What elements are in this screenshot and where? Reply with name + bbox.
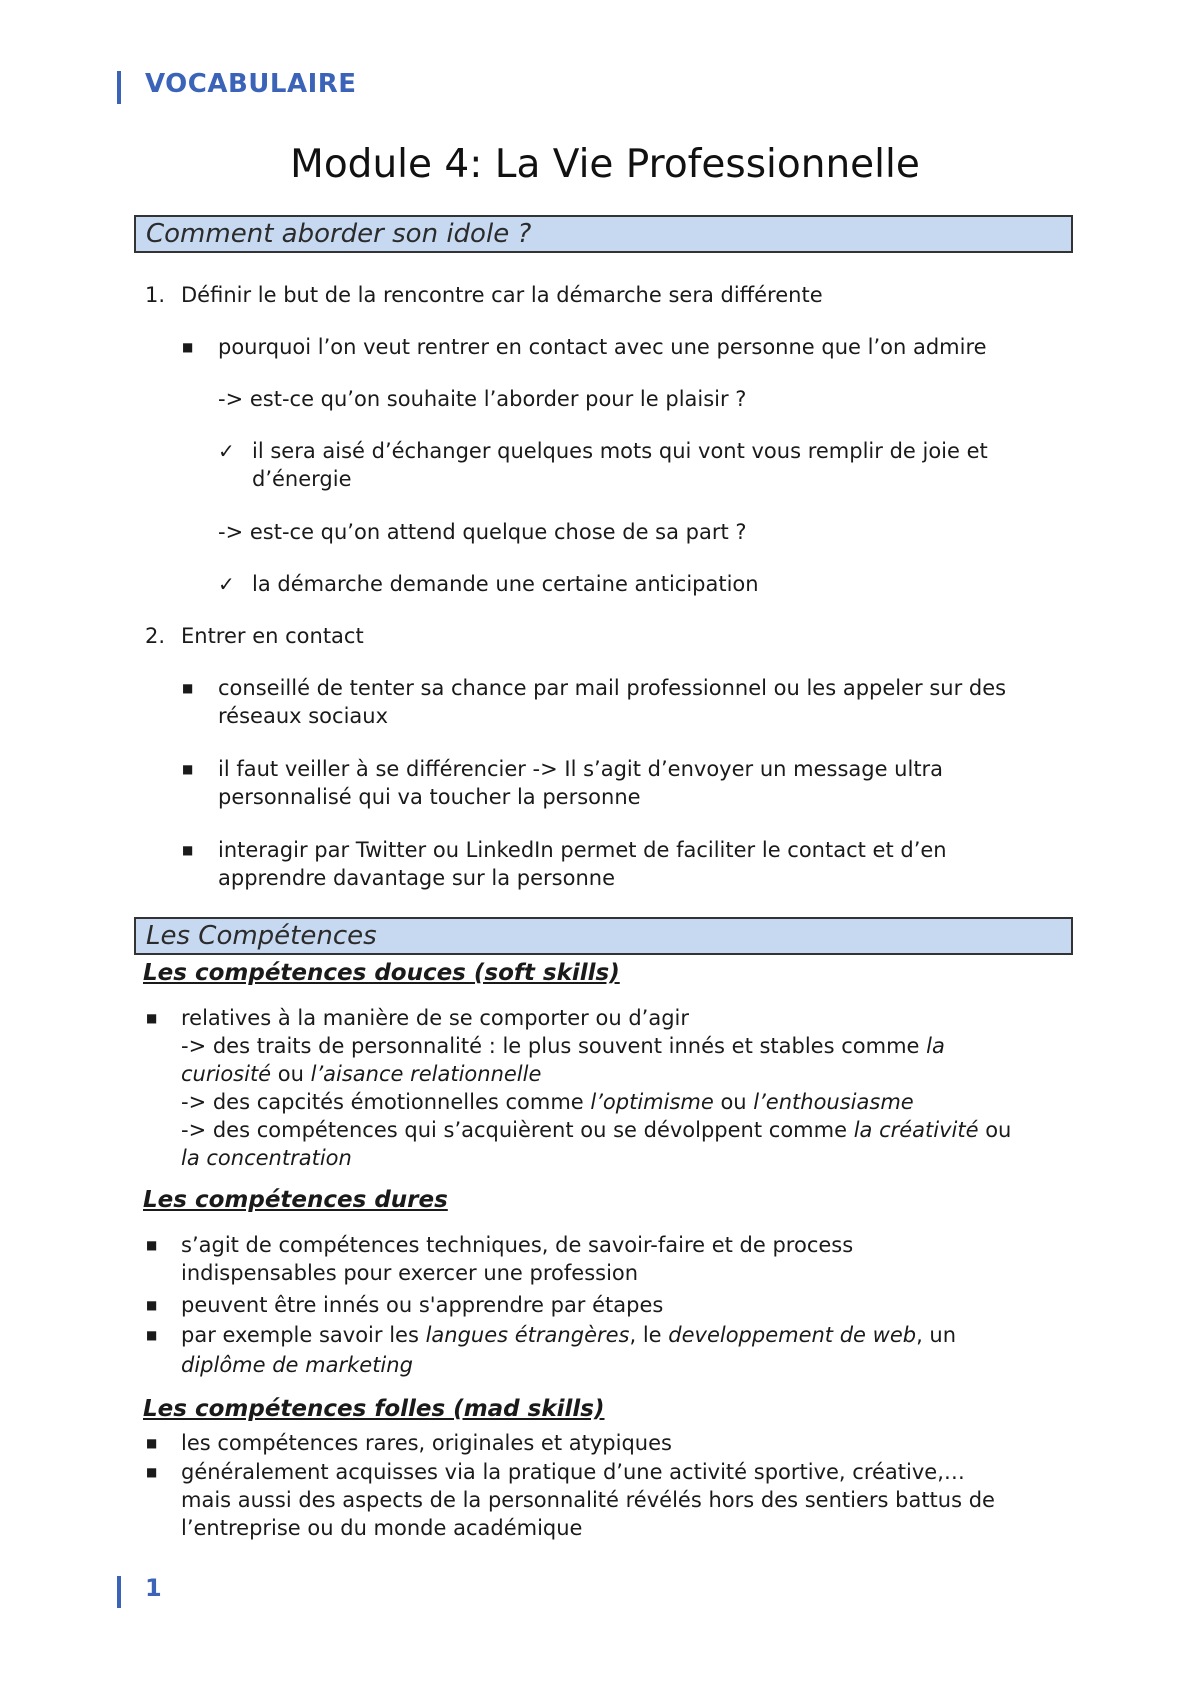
- bullet-text: [181, 1351, 413, 1379]
- italic-term: l’aisance relationnelle: [310, 1062, 542, 1086]
- bullet-text: les compétences rares, originales et atypiques: [181, 1431, 672, 1455]
- square-bullet-icon: ■: [146, 1465, 158, 1479]
- bullet-text: peuvent être innés ou s'apprendre par étapes: [181, 1293, 664, 1317]
- section-heading-text: Les Compétences: [146, 921, 377, 951]
- bullet-text: généralement acquisses via la pratique d’une activité sportive, créative,…: [181, 1460, 965, 1484]
- italic-term: developpement de web: [668, 1323, 917, 1347]
- bullet-text: l’entreprise ou du monde académique: [181, 1516, 583, 1540]
- answer-text: la démarche demande une certaine anticipation: [252, 572, 759, 596]
- subheading-hard-skills: Les compétences dures: [143, 1187, 448, 1213]
- header-accent-bar: [117, 71, 121, 104]
- page-title: Module 4: La Vie Professionnelle: [290, 142, 920, 187]
- text-span: , le: [629, 1323, 669, 1347]
- bullet-text: relatives à la manière de se comporter ou d’agir: [181, 1006, 689, 1030]
- answer-text: d’énergie: [252, 467, 352, 491]
- bullet-text: [181, 1321, 956, 1349]
- square-bullet-icon: ■: [182, 340, 194, 354]
- italic-term: diplôme de marketing: [181, 1353, 413, 1377]
- italic-term: curiosité: [181, 1062, 272, 1086]
- text-span: ou: [978, 1118, 1012, 1142]
- question-text: -> est-ce qu’on attend quelque chose de sa part ?: [218, 520, 747, 544]
- italic-term: la: [926, 1034, 945, 1058]
- text-span: -> des compétences qui s’acquièrent ou se dévolppent comme: [181, 1118, 854, 1142]
- square-bullet-icon: ■: [146, 1436, 158, 1450]
- bullet-text: réseaux sociaux: [218, 704, 389, 728]
- subheading-soft-skills: Les compétences douces (soft skills): [143, 960, 620, 986]
- text-span: ou: [271, 1062, 311, 1086]
- text-span: par exemple savoir les: [181, 1323, 426, 1347]
- bullet-text: [181, 1032, 945, 1060]
- page-number: 1: [145, 1574, 162, 1602]
- bullet-text: [181, 1116, 1011, 1144]
- italic-term: la concentration: [181, 1146, 352, 1170]
- italic-term: la créativité: [853, 1118, 979, 1142]
- bullet-text: interagir par Twitter ou LinkedIn permet de faciliter le contact et d’en: [218, 838, 947, 862]
- section-heading-competences: [134, 917, 1073, 955]
- question-text: -> est-ce qu’on souhaite l’aborder pour le plaisir ?: [218, 387, 747, 411]
- bullet-text: il faut veiller à se différencier -> Il s’agit d’envoyer un message ultra: [218, 757, 944, 781]
- header-label: VOCABULAIRE: [145, 69, 357, 99]
- bullet-text: [181, 1088, 914, 1116]
- list-number: 2.: [145, 624, 166, 648]
- answer-text: il sera aisé d’échanger quelques mots qui vont vous remplir de joie et: [252, 439, 988, 463]
- footer-accent-bar: [117, 1576, 121, 1608]
- bullet-text: [181, 1060, 541, 1088]
- checkmark-icon: ✓: [218, 572, 235, 596]
- bullet-text: conseillé de tenter sa chance par mail professionnel ou les appeler sur des: [218, 676, 1007, 700]
- text-span: -> des traits de personnalité : le plus souvent innés et stables comme: [181, 1034, 927, 1058]
- square-bullet-icon: ■: [146, 1298, 158, 1312]
- bullet-text: apprendre davantage sur la personne: [218, 866, 616, 890]
- text-span: -> des capcités émotionnelles comme: [181, 1090, 591, 1114]
- square-bullet-icon: ■: [146, 1328, 158, 1342]
- bullet-text: s’agit de compétences techniques, de savoir-faire et de process: [181, 1233, 854, 1257]
- checkmark-icon: ✓: [218, 439, 235, 463]
- section-heading-idole: [134, 215, 1073, 253]
- bullet-text: indispensables pour exercer une profession: [181, 1261, 639, 1285]
- bullet-text: personnalisé qui va toucher la personne: [218, 785, 641, 809]
- bullet-text: [181, 1144, 352, 1172]
- section-heading-text: Comment aborder son idole ?: [146, 219, 532, 249]
- bullet-text: pourquoi l’on veut rentrer en contact avec une personne que l’on admire: [218, 335, 987, 359]
- list-number: 1.: [145, 283, 166, 307]
- list-item-text: Entrer en contact: [181, 624, 364, 648]
- text-span: ou: [713, 1090, 754, 1114]
- square-bullet-icon: ■: [146, 1238, 158, 1252]
- square-bullet-icon: ■: [182, 681, 194, 695]
- italic-term: l’optimisme: [590, 1090, 714, 1114]
- text-span: , un: [916, 1323, 957, 1347]
- square-bullet-icon: ■: [146, 1011, 158, 1025]
- italic-term: l’enthousiasme: [753, 1090, 914, 1114]
- bullet-text: mais aussi des aspects de la personnalité révélés hors des sentiers battus de: [181, 1488, 995, 1512]
- square-bullet-icon: ■: [182, 762, 194, 776]
- italic-term: langues étrangères: [425, 1323, 630, 1347]
- subheading-mad-skills: Les compétences folles (mad skills): [143, 1396, 605, 1422]
- list-item-text: Définir le but de la rencontre car la démarche sera différente: [181, 283, 823, 307]
- square-bullet-icon: ■: [182, 843, 194, 857]
